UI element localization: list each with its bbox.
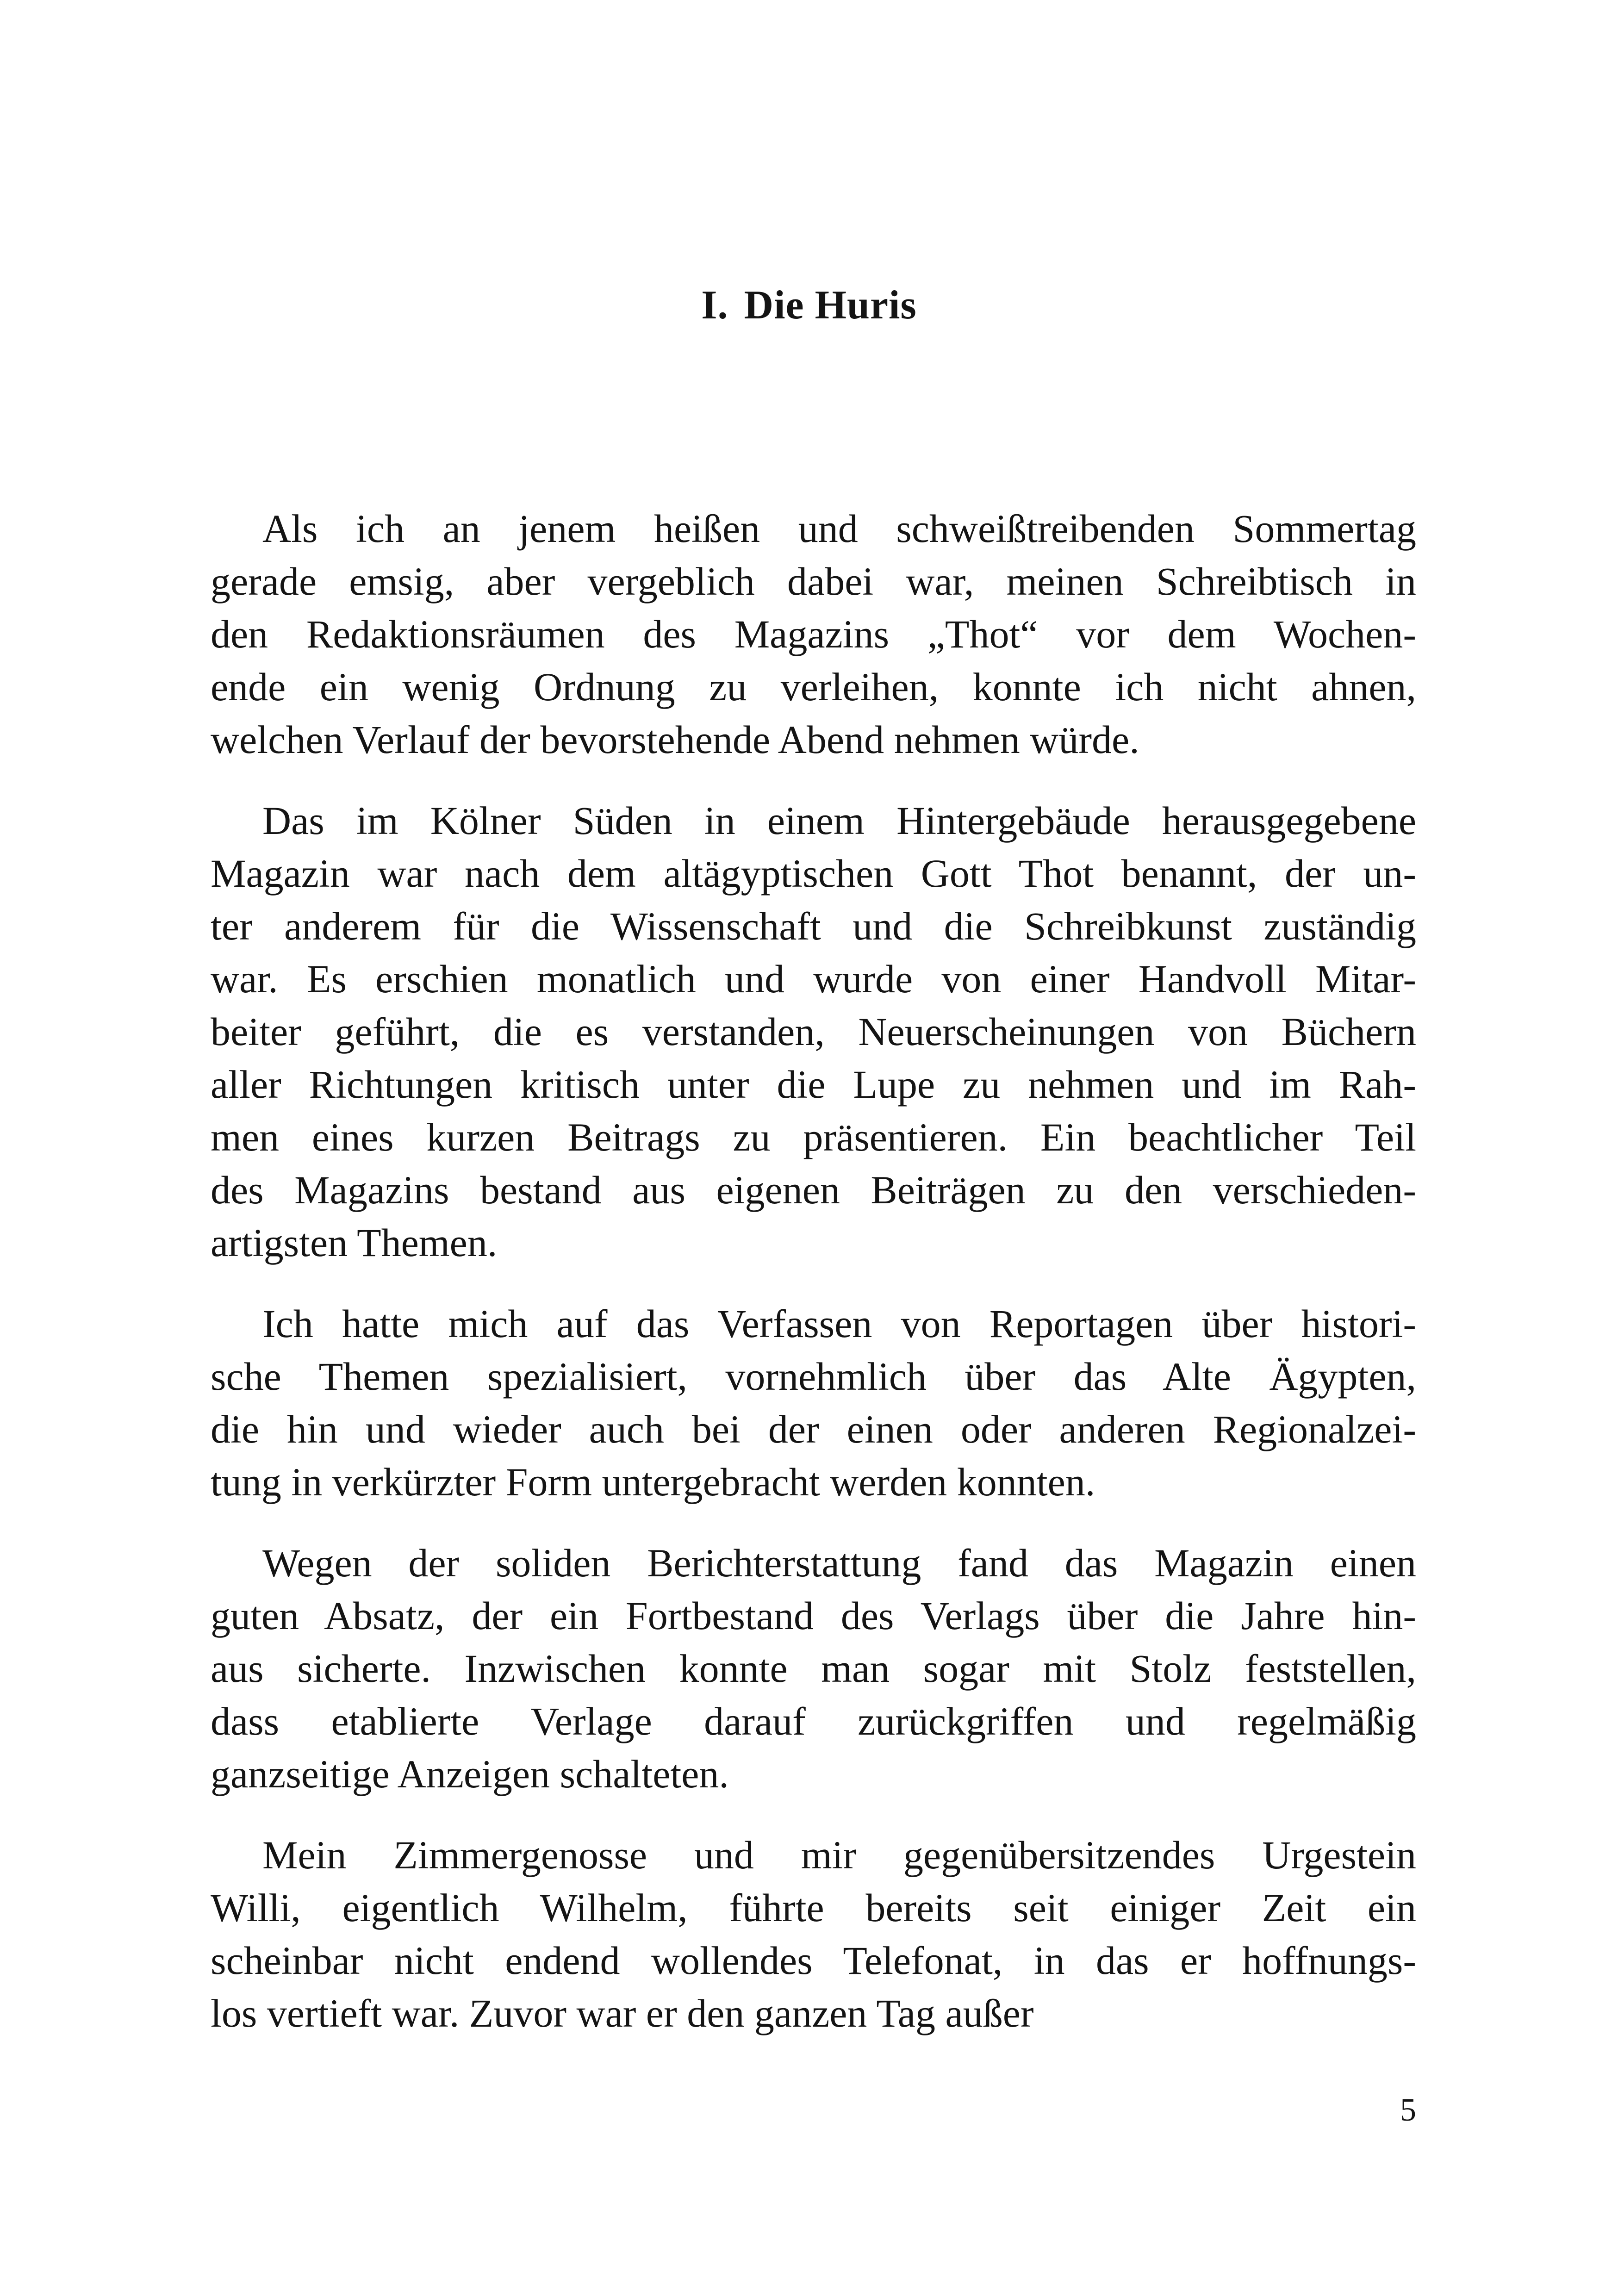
text-line: Als ich an jenem heißen und schweißtreibenden Sommertag — [262, 506, 1416, 551]
text-line: ganzseitige Anzeigen schalteten. — [211, 1752, 729, 1796]
page-number: 5 — [1400, 2092, 1416, 2128]
paragraph — [211, 1537, 1416, 1800]
text-line: aller Richtungen kritisch unter die Lupe zu nehmen und im Rah- — [211, 1062, 1416, 1107]
text-line: artigsten Themen. — [211, 1220, 498, 1265]
text-line: die hin und wieder auch bei der einen oder anderen Regionalzei- — [211, 1407, 1416, 1451]
paragraph — [211, 502, 1416, 766]
text-line: men eines kurzen Beitrags zu präsentieren. Ein beachtlicher Teil — [211, 1115, 1416, 1159]
text-line: scheinbar nicht endend wollendes Telefonat, in das er hoffnungs- — [211, 1938, 1416, 1983]
text-line: des Magazins bestand aus eigenen Beiträgen zu den verschieden- — [211, 1168, 1416, 1212]
text-line: los vertieft war. Zuvor war er den ganzen Tag außer — [211, 1991, 1034, 2035]
paragraph — [211, 1829, 1416, 2040]
text-line: tung in verkürzter Form untergebracht werden konnten. — [211, 1460, 1095, 1504]
text-line: Das im Kölner Süden in einem Hintergebäude herausgegebene — [262, 798, 1416, 843]
paragraph — [211, 1297, 1416, 1508]
text-line: Wegen der soliden Berichterstattung fand das Magazin einen — [262, 1541, 1416, 1585]
text-line: den Redaktionsräumen des Magazins „Thot“ vor dem Wochen- — [211, 612, 1416, 656]
text-line: beiter geführt, die es verstanden, Neuerscheinungen von Büchern — [211, 1009, 1416, 1054]
text-line: ter anderem für die Wissenschaft und die Schreibkunst zuständig — [211, 904, 1416, 948]
chapter-numeral: I. — [701, 283, 728, 328]
text-line: gerade emsig, aber vergeblich dabei war, meinen Schreibtisch in — [211, 559, 1416, 604]
text-line: Willi, eigentlich Wilhelm, führte bereits seit einiger Zeit ein — [211, 1885, 1416, 1930]
text-line: sche Themen spezialisiert, vornehmlich über das Alte Ägypten, — [211, 1354, 1416, 1399]
text-line: aus sicherte. Inzwischen konnte man sogar mit Stolz feststellen, — [211, 1646, 1416, 1691]
text-line: dass etablierte Verlage darauf zurückgriffen und regelmäßig — [211, 1699, 1416, 1743]
text-line: Ich hatte mich auf das Verfassen von Reportagen über histori- — [262, 1301, 1416, 1346]
chapter-title-text: Die Huris — [744, 283, 917, 328]
body-text — [211, 502, 1416, 2068]
text-line: ende ein wenig Ordnung zu verleihen, konnte ich nicht ahnen, — [211, 665, 1416, 709]
text-line: guten Absatz, der ein Fortbestand des Verlags über die Jahre hin- — [211, 1593, 1416, 1638]
text-line: welchen Verlauf der bevorstehende Abend nehmen würde. — [211, 717, 1139, 762]
text-line: Magazin war nach dem altägyptischen Gott Thot benannt, der un- — [211, 851, 1416, 896]
paragraph — [211, 794, 1416, 1269]
text-line: Mein Zimmergenosse und mir gegenübersitzendes Urgestein — [262, 1833, 1416, 1877]
chapter-title — [0, 278, 1618, 333]
text-line: war. Es erschien monatlich und wurde von einer Handvoll Mitar- — [211, 957, 1416, 1001]
